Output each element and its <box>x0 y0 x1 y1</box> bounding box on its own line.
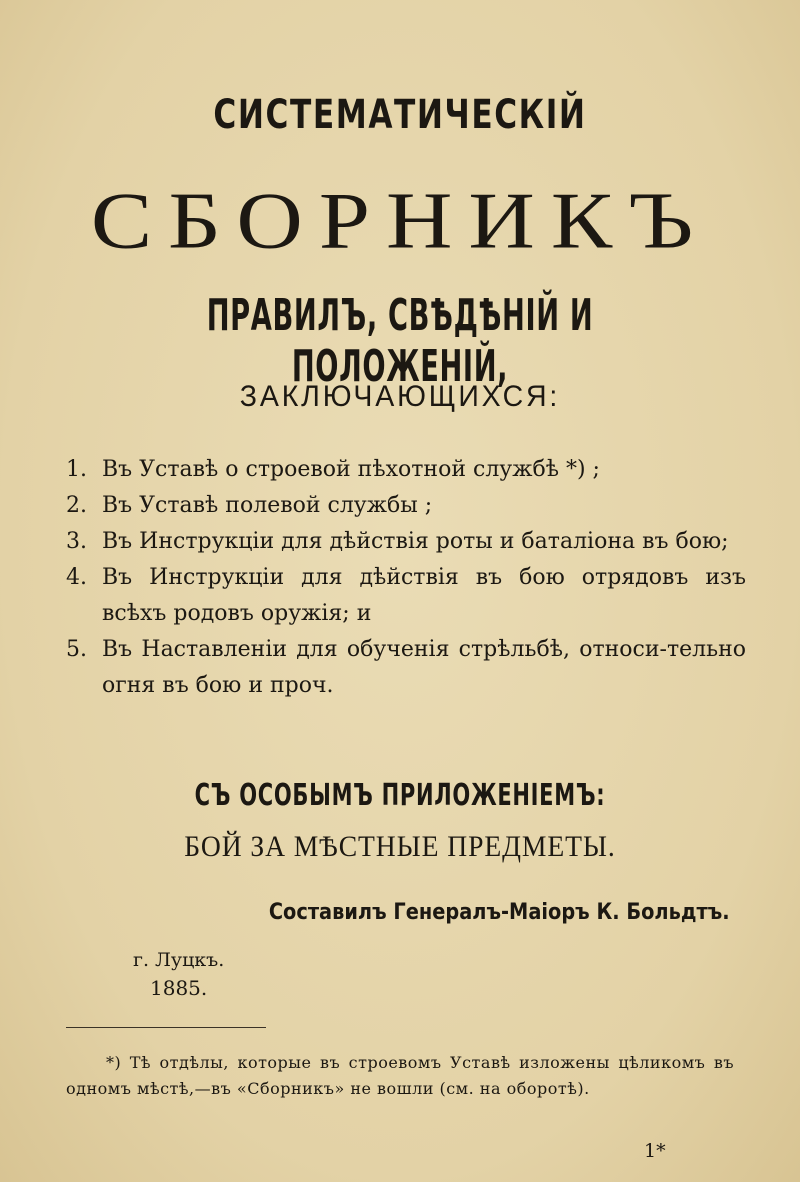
title-systematic: СИСТЕМАТИЧЕСКІЙ <box>213 92 587 138</box>
list-item <box>66 488 746 524</box>
author-line: Составилъ Генералъ-Маіоръ К. Больдтъ. <box>269 900 730 925</box>
item-text: Въ Уставѣ полевой службы ; <box>102 493 433 518</box>
supplement-title: БОЙ ЗА МѢСТНЫЕ ПРЕДМЕТЫ. <box>184 830 616 863</box>
item-text: Въ Наставленіи для обученія стрѣльбѣ, относи-тельно огня въ бою и проч. <box>102 637 746 698</box>
item-number: 5. <box>66 637 87 662</box>
title-containing: ЗАКЛЮЧАЮЩИХСЯ: <box>239 380 561 413</box>
title-rules: ПРАВИЛЪ, СВѢДѢНІЙ И ПОЛОЖЕНІЙ, <box>206 290 594 392</box>
list-item <box>66 632 746 704</box>
item-text: Въ Инструкціи для дѣйствія въ бою отрядовъ изъ всѣхъ родовъ оружія; и <box>102 565 746 626</box>
publication-place: г. Луцкъ. <box>133 949 225 971</box>
title-collection: СБОРНИКЪ <box>90 175 710 265</box>
list-item <box>66 452 746 488</box>
item-number: 3. <box>66 529 87 554</box>
contents-list <box>66 452 746 704</box>
footnote-divider <box>66 1027 266 1028</box>
publication-year: 1885. <box>150 976 208 1000</box>
supplement-heading: СЪ ОСОБЫМЪ ПРИЛОЖЕНІЕМЪ: <box>194 778 606 813</box>
signature-mark: 1* <box>644 1140 666 1162</box>
item-number: 4. <box>66 565 87 590</box>
footnote-text: *) Тѣ отдѣлы, которые въ строевомъ Уставѣ изложены цѣликомъ въ одномъ мѣстѣ,—въ «Сборникъ» не вошли (см. на оборотѣ). <box>66 1053 734 1098</box>
item-number: 2. <box>66 493 87 518</box>
item-text: Въ Уставѣ о строевой пѣхотной службѣ *) ; <box>102 457 600 482</box>
footnote <box>66 1050 734 1102</box>
item-number: 1. <box>66 457 87 482</box>
list-item <box>66 560 746 632</box>
list-item <box>66 524 746 560</box>
item-text: Въ Инструкціи для дѣйствія роты и баталіона въ бою; <box>102 529 729 554</box>
